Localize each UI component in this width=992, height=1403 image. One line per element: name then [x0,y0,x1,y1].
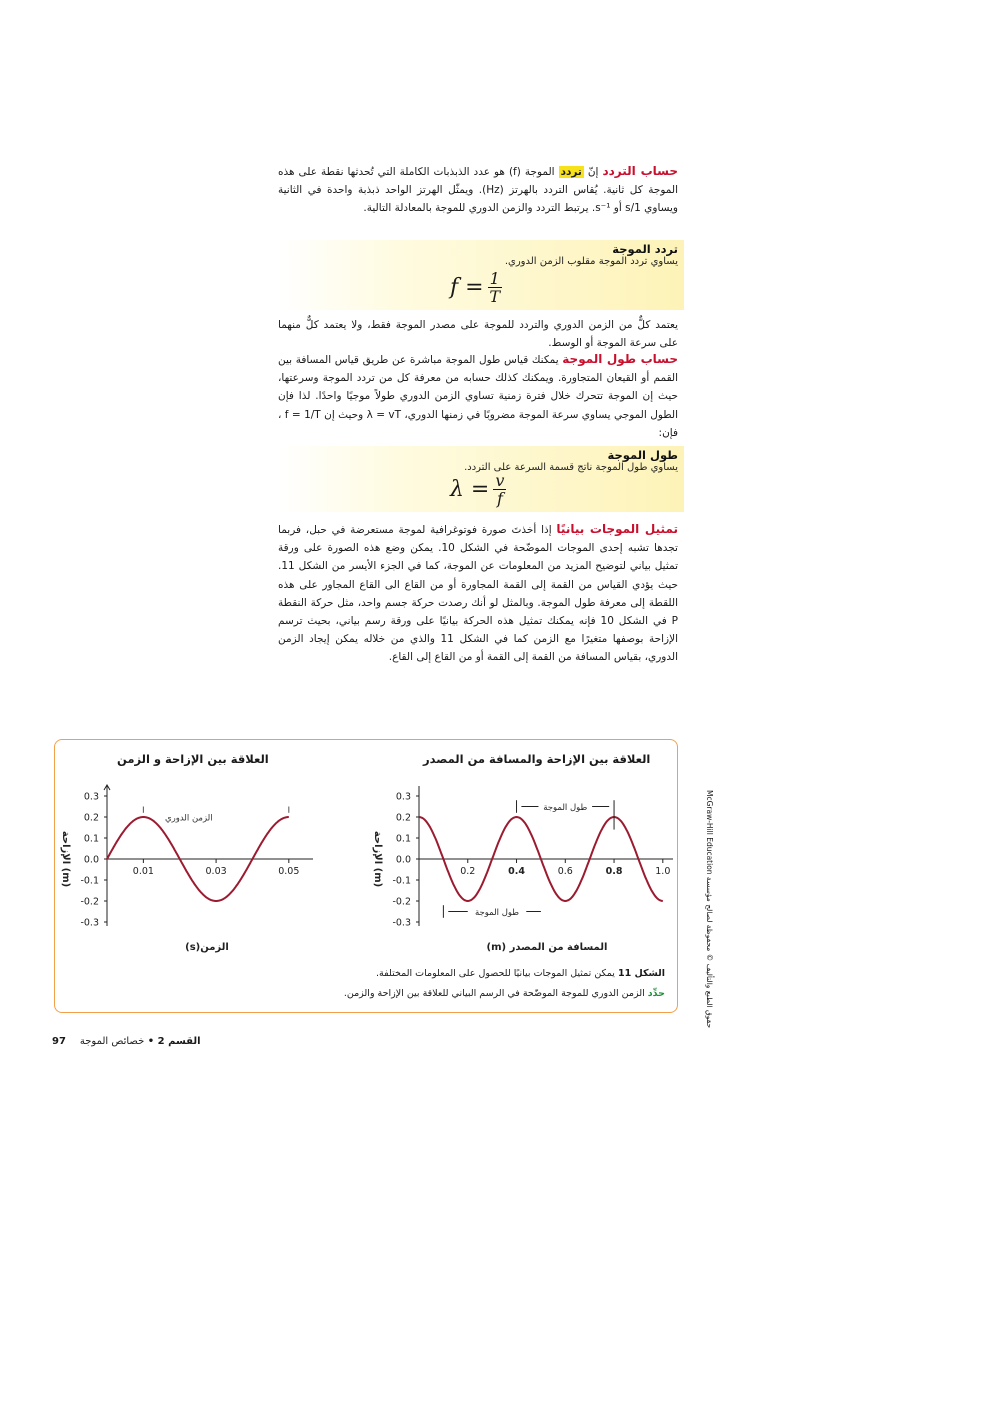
page-number: 97 [52,1036,66,1047]
footer-bullet: • [147,1036,155,1047]
graphing-heading: تمثيل الموجات بيانيًا [556,522,678,536]
footer-title: خصائص الموجة [79,1036,145,1047]
chart-title-distance: العلاقة بين الإزاحة والمسافة من المصدر [423,752,651,766]
y-axis-label: الإزاحة (m) [372,830,383,888]
footer-section: القسم 2 [157,1036,201,1047]
y-tick-label: 0.2 [395,812,411,824]
wavelength-note-box [278,446,684,512]
y-tick-label: -0.1 [392,875,411,887]
wavelength-top-label: طول الموجة [543,803,588,813]
x-tick-label: 1.0 [655,866,671,877]
y-tick-label: -0.3 [392,917,411,929]
wavelength-heading: حساب طول الموجة [562,352,678,366]
graphing-paragraph: تمثيل الموجات بيانيًا إذا أخذتَ صورة فوتوغرافية لموجة مستعرضة في حبل، فربما تجدها تشبه إحدى الموجات الموضّحة في الشكل 10. يمكن وضع هذه الصورة على ورقة تمثيل بياني لتوضيح المزيد من المعلومات عن الموجة، كما في الجزء الأيسر من الشكل 11. حيث يؤدي القياس من القمة إلى القمة المجاورة أو من القاع الى القاع المجاور على هذه اللقطة إلى معرفة طول الموجة. وبالمثل لو أنك رصدت حركة جسم واحد، مثل حركة النقطة P في الشكل 10 فإنه يمكنك تمثيل هذه الحركة بيانيًا على ورقة رسم بياني، بحيث ترسم الإزاحة بوصفها متغيرًا مع الزمن كما في الشكل 11 والذي من خلاله يمكن إيجاد الزمن الدوري، بقياس المسافة من القمة إلى القمة أو من القاع إلى القاع. [278,522,679,664]
figure-task: حدِّد الزمن الدوري للموجة الموضّحة في الرسم البياني للعلاقة بين الإزاحة والزمن. [343,988,665,999]
y-tick-label: 0.2 [83,812,99,824]
frequency-note-title: تردد الموجة [612,242,678,256]
figure-caption: الشكل 11 يمكن تمثيل الموجات بيانيًا للحصول على المعلومات المختلفة. [376,968,665,979]
x-tick-label: 0.2 [460,866,476,877]
wavelength-bottom-label: طول الموجة [474,908,520,918]
frequency-paragraph: حساب التردد إنّ تردد الموجة (f) هو عدد الذبذبات الكاملة التي تُحدثها نقطة على هذه الموجة كل ثانية. يُقاس التردد بالهرتز (Hz). ويمثّل الهرتز الواحد ذبذبة واحدة في الثانية ويساوي 1/s أو s⁻¹. يرتبط التردد والزمن الدوري للموجة بالمعادلة التالية. [278,164,678,215]
frequency-formula: f = $\frac{1}{T}$ [450,269,500,306]
frequency-heading: حساب التردد [602,164,678,178]
y-tick-label: 0.3 [395,791,411,803]
wavelength-paragraph: حساب طول الموجة يمكنك قياس طول الموجة مباشرة عن طريق قياس المسافة بين القمم أو القيعان المتجاورة. ويمكنك كذلك حسابه من معرفة كل من تردد الموجة وسرعتها، حيث إن الموجة تتحرك خلال فترة زمنية تساوي الزمن الدوري طولاً موجيًا واحدًا. لذا فإن الطول الموجي يساوي سرعة الموجة مضروبًا في زمنها الدوري، λ = vT وحيث إن f = 1/T ، فإن: [278,352,678,439]
chart-displacement-distance [361,776,673,986]
y-axis-label: الإزاحة (m) [60,830,71,888]
chart-displacement-time [55,776,355,986]
x-axis-label: الزمن(s) [185,942,229,953]
task-label: حدِّد [647,988,665,999]
y-tick-label: -0.3 [80,917,99,929]
y-tick-label: -0.2 [392,896,411,908]
frequency-note-text: يساوي تردد الموجة مقلوب الزمن الدوري. [504,256,678,267]
x-axis-label: المسافة من المصدر (m) [486,942,608,953]
copyright-note: حقوق الطبع والتأليف © محفوظة لصالح مؤسسة McGraw-Hill Education [705,790,714,1029]
chart-title-time: العلاقة بين الإزاحة و الزمن [117,752,269,766]
y-tick-label: 0.0 [395,854,411,866]
figure-label: الشكل 11 [617,968,665,979]
wavelength-formula: λ = $\frac{v}{f}$ [450,471,505,508]
frequency-note-box [278,240,684,310]
y-tick-label: 0.1 [83,833,99,845]
x-tick-label: 0.4 [508,866,525,877]
page-footer [52,1036,201,1047]
dependence-paragraph: يعتمد كلٌّ من الزمن الدوري والتردد للموجة على مصدر الموجة فقط، ولا يعتمد كلٌّ منهما على سرعة الموجة أو الوسط. [278,319,678,350]
wavelength-note-text: يساوي طول الموجة ناتج قسمة السرعة على التردد. [464,462,678,473]
x-tick-label: 0.05 [278,866,300,877]
x-tick-label: 0.03 [205,866,227,877]
y-tick-label: -0.2 [80,896,99,908]
x-tick-label: 0.8 [605,866,623,877]
x-tick-label: 0.6 [557,866,573,877]
y-tick-label: 0.1 [395,833,411,845]
y-tick-label: 0.0 [83,854,99,866]
frequency-term-highlight: تردد [560,166,582,178]
period-annotation: الزمن الدوري [164,813,213,824]
x-tick-label: 0.01 [132,866,154,877]
y-tick-label: 0.3 [83,791,99,803]
y-tick-label: -0.1 [80,875,99,887]
figure-11-box [54,739,678,1013]
wavelength-note-title: طول الموجة [607,448,678,462]
